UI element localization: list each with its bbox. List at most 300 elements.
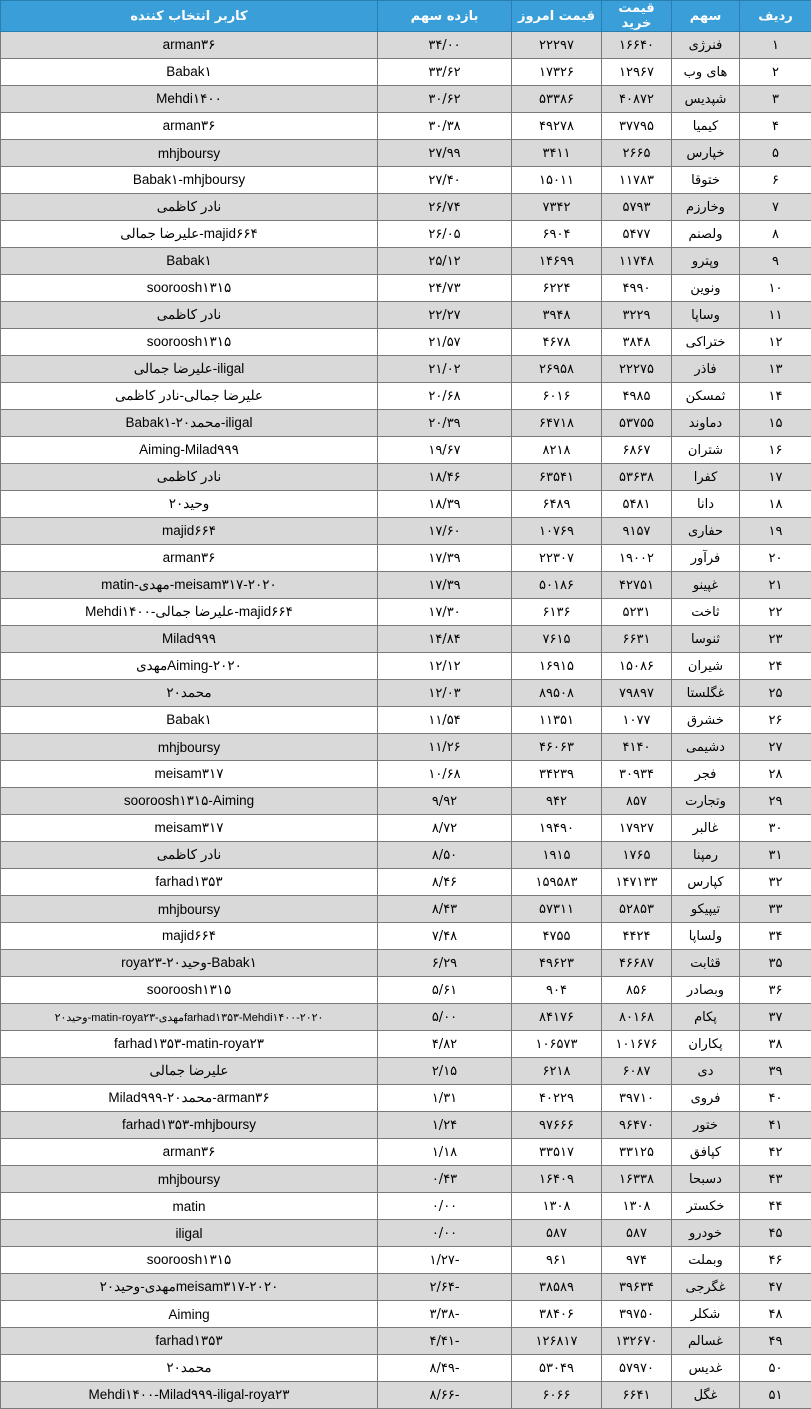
symbol-cell: های وب xyxy=(672,59,740,86)
table-row xyxy=(1,572,811,599)
return-cell: ۵/۶۱ xyxy=(378,977,512,1004)
rank-cell: ۴۸ xyxy=(740,1301,811,1328)
return-cell: ۲۵/۱۲ xyxy=(378,248,512,275)
return-cell: ۱/۱۸ xyxy=(378,1139,512,1166)
return-cell: ۲۱/۰۲ xyxy=(378,356,512,383)
symbol-cell: تیپیکو xyxy=(672,896,740,923)
table-row xyxy=(1,815,811,842)
symbol-cell: ختور xyxy=(672,1112,740,1139)
symbol-cell: غدیس xyxy=(672,1355,740,1382)
symbol-cell: ولساپا xyxy=(672,923,740,950)
buy-price-cell: ۲۶۶۵ xyxy=(602,140,672,167)
return-cell: ۳۴/۰۰ xyxy=(378,32,512,59)
today-price-cell: ۳۸۵۸۹ xyxy=(512,1274,602,1301)
today-price-cell: ۱۰۷۶۹ xyxy=(512,518,602,545)
today-price-cell: ۱۵۰۱۱ xyxy=(512,167,602,194)
buy-price-cell: ۵۷۹۳ xyxy=(602,194,672,221)
today-price-cell: ۶۴۷۱۸ xyxy=(512,410,602,437)
today-price-cell: ۴۶۰۶۳ xyxy=(512,734,602,761)
users-cell: mhjboursy xyxy=(1,1166,378,1193)
table-row xyxy=(1,1085,811,1112)
table-row xyxy=(1,1004,811,1031)
buy-price-cell: ۲۲۲۷۵ xyxy=(602,356,672,383)
today-price-cell: ۲۲۲۹۷ xyxy=(512,32,602,59)
rank-cell: ۲۲ xyxy=(740,599,811,626)
return-cell: ۱۷/۳۰ xyxy=(378,599,512,626)
return-cell: -۸/۶۶ xyxy=(378,1382,512,1409)
users-cell: mhjboursy xyxy=(1,140,378,167)
symbol-cell: فاذر xyxy=(672,356,740,383)
return-cell: ۳۰/۶۲ xyxy=(378,86,512,113)
users-cell: majid۶۶۴-علیرضا جمالی xyxy=(1,221,378,248)
buy-price-cell: ۴۴۲۴ xyxy=(602,923,672,950)
rank-cell: ۵۰ xyxy=(740,1355,811,1382)
return-cell: ۱۱/۵۴ xyxy=(378,707,512,734)
buy-price-cell: ۸۵۶ xyxy=(602,977,672,1004)
today-price-cell: ۶۳۵۴۱ xyxy=(512,464,602,491)
symbol-cell: فجر xyxy=(672,761,740,788)
return-cell: ۲۲/۲۷ xyxy=(378,302,512,329)
symbol-cell: خکستر xyxy=(672,1193,740,1220)
symbol-cell: وبصادر xyxy=(672,977,740,1004)
symbol-cell: پکام xyxy=(672,1004,740,1031)
table-row xyxy=(1,329,811,356)
return-cell: ۸/۴۳ xyxy=(378,896,512,923)
table-body xyxy=(1,32,811,1409)
rank-cell: ۹ xyxy=(740,248,811,275)
rank-cell: ۳۸ xyxy=(740,1031,811,1058)
table-row xyxy=(1,1058,811,1085)
table-row xyxy=(1,545,811,572)
rank-cell: ۳۰ xyxy=(740,815,811,842)
return-cell: -۳/۳۸ xyxy=(378,1301,512,1328)
today-price-cell: ۷۳۴۲ xyxy=(512,194,602,221)
return-cell: ۱/۳۱ xyxy=(378,1085,512,1112)
table-row xyxy=(1,518,811,545)
rank-cell: ۱۹ xyxy=(740,518,811,545)
rank-cell: ۲۶ xyxy=(740,707,811,734)
buy-price-cell: ۹۱۵۷ xyxy=(602,518,672,545)
return-cell: ۲۷/۴۰ xyxy=(378,167,512,194)
today-price-cell: ۱۳۰۸ xyxy=(512,1193,602,1220)
symbol-cell: ثنوسا xyxy=(672,626,740,653)
buy-price-cell: ۹۶۴۷۰ xyxy=(602,1112,672,1139)
rank-cell: ۴۴ xyxy=(740,1193,811,1220)
table-header xyxy=(1,1,811,32)
rank-cell: ۴۵ xyxy=(740,1220,811,1247)
table-row xyxy=(1,626,811,653)
return-cell: ۳۰/۳۸ xyxy=(378,113,512,140)
return-cell: ۱۷/۶۰ xyxy=(378,518,512,545)
header-rank: ردیف xyxy=(740,1,811,32)
symbol-cell: غسالم xyxy=(672,1328,740,1355)
table-row xyxy=(1,869,811,896)
today-price-cell: ۶۰۱۶ xyxy=(512,383,602,410)
users-cell: arman۳۶ xyxy=(1,32,378,59)
header-return: بازده سهم xyxy=(378,1,512,32)
symbol-cell: کپارس xyxy=(672,869,740,896)
buy-price-cell: ۵۳۷۵۵ xyxy=(602,410,672,437)
table-row xyxy=(1,464,811,491)
users-cell: نادر کاظمی xyxy=(1,842,378,869)
rank-cell: ۱۷ xyxy=(740,464,811,491)
rank-cell: ۳۱ xyxy=(740,842,811,869)
today-price-cell: ۱۰۶۵۷۳ xyxy=(512,1031,602,1058)
today-price-cell: ۶۲۲۴ xyxy=(512,275,602,302)
rank-cell: ۲۳ xyxy=(740,626,811,653)
today-price-cell: ۳۸۴۰۶ xyxy=(512,1301,602,1328)
symbol-cell: ختراکی xyxy=(672,329,740,356)
return-cell: ۱۲/۰۳ xyxy=(378,680,512,707)
buy-price-cell: ۱۱۷۴۸ xyxy=(602,248,672,275)
return-cell: ۴/۸۲ xyxy=(378,1031,512,1058)
symbol-cell: شیران xyxy=(672,653,740,680)
rank-cell: ۴۷ xyxy=(740,1274,811,1301)
symbol-cell: کفرا xyxy=(672,464,740,491)
symbol-cell: دماوند xyxy=(672,410,740,437)
symbol-cell: کیمیا xyxy=(672,113,740,140)
users-cell: Aiming-Milad۹۹۹ xyxy=(1,437,378,464)
rank-cell: ۵۱ xyxy=(740,1382,811,1409)
table-row xyxy=(1,788,811,815)
buy-price-cell: ۱۴۷۱۳۳ xyxy=(602,869,672,896)
today-price-cell: ۶۱۳۶ xyxy=(512,599,602,626)
rank-cell: ۲۸ xyxy=(740,761,811,788)
rank-cell: ۳۲ xyxy=(740,869,811,896)
users-cell: Mehdi۱۴۰۰-Milad۹۹۹-iligal-roya۲۳ xyxy=(1,1382,378,1409)
users-cell: sooroosh۱۳۱۵-Aiming xyxy=(1,788,378,815)
users-cell: mhjboursy xyxy=(1,734,378,761)
today-price-cell: ۶۹۰۴ xyxy=(512,221,602,248)
rank-cell: ۷ xyxy=(740,194,811,221)
users-cell: Babak۱ xyxy=(1,707,378,734)
users-cell: iligal-محمد۲۰-Babak۱ xyxy=(1,410,378,437)
users-cell: Mehdi۱۴۰۰ xyxy=(1,86,378,113)
buy-price-cell: ۸۰۱۶۸ xyxy=(602,1004,672,1031)
rank-cell: ۲۵ xyxy=(740,680,811,707)
today-price-cell: ۹۷۶۶۶ xyxy=(512,1112,602,1139)
table-row xyxy=(1,302,811,329)
table-row xyxy=(1,1355,811,1382)
buy-price-cell: ۵۸۷ xyxy=(602,1220,672,1247)
symbol-cell: فروی xyxy=(672,1085,740,1112)
today-price-cell: ۱۱۳۵۱ xyxy=(512,707,602,734)
users-cell: farhad۱۳۵۳-mhjboursy xyxy=(1,1112,378,1139)
symbol-cell: کپافق xyxy=(672,1139,740,1166)
today-price-cell: ۲۶۹۵۸ xyxy=(512,356,602,383)
symbol-cell: وخارزم xyxy=(672,194,740,221)
buy-price-cell: ۵۲۳۱ xyxy=(602,599,672,626)
table-row xyxy=(1,1220,811,1247)
rank-cell: ۱۱ xyxy=(740,302,811,329)
users-cell: farhad۱۳۵۳-Mehdi۱۴۰۰-۲۰۲۰مهدی-matin-roya۲۳-وحید۲۰ xyxy=(1,1004,378,1031)
users-cell: علیرضا جمالی xyxy=(1,1058,378,1085)
today-price-cell: ۴۷۵۵ xyxy=(512,923,602,950)
table-row xyxy=(1,1031,811,1058)
table-row xyxy=(1,1247,811,1274)
rank-cell: ۱۸ xyxy=(740,491,811,518)
rank-cell: ۶ xyxy=(740,167,811,194)
return-cell: ۱۷/۳۹ xyxy=(378,545,512,572)
symbol-cell: حفاری xyxy=(672,518,740,545)
buy-price-cell: ۱۱۷۸۳ xyxy=(602,167,672,194)
users-cell: علیرضا جمالی-نادر کاظمی xyxy=(1,383,378,410)
today-price-cell: ۴۹۲۷۸ xyxy=(512,113,602,140)
users-cell: majid۶۶۴ xyxy=(1,518,378,545)
rank-cell: ۴۱ xyxy=(740,1112,811,1139)
users-cell: Babak۱ xyxy=(1,248,378,275)
return-cell: ۰/۴۳ xyxy=(378,1166,512,1193)
buy-price-cell: ۵۳۶۳۸ xyxy=(602,464,672,491)
rank-cell: ۴۰ xyxy=(740,1085,811,1112)
table-row xyxy=(1,356,811,383)
header-symbol: سهم xyxy=(672,1,740,32)
today-price-cell: ۷۶۱۵ xyxy=(512,626,602,653)
users-cell: arman۳۶ xyxy=(1,545,378,572)
table-row xyxy=(1,32,811,59)
symbol-cell: غگرجی xyxy=(672,1274,740,1301)
rank-cell: ۱۶ xyxy=(740,437,811,464)
rank-cell: ۴۹ xyxy=(740,1328,811,1355)
users-cell: Milad۹۹۹ xyxy=(1,626,378,653)
return-cell: ۲۰/۳۹ xyxy=(378,410,512,437)
buy-price-cell: ۱۰۱۶۷۶ xyxy=(602,1031,672,1058)
return-cell: ۲۴/۷۳ xyxy=(378,275,512,302)
table-row xyxy=(1,599,811,626)
today-price-cell: ۱۵۹۵۸۳ xyxy=(512,869,602,896)
table-row xyxy=(1,86,811,113)
buy-price-cell: ۹۷۴ xyxy=(602,1247,672,1274)
table-row xyxy=(1,437,811,464)
table-row xyxy=(1,410,811,437)
rank-cell: ۱ xyxy=(740,32,811,59)
users-cell: Babak۱-وحید۲۰-roya۲۳ xyxy=(1,950,378,977)
symbol-cell: وبملت xyxy=(672,1247,740,1274)
buy-price-cell: ۴۱۴۰ xyxy=(602,734,672,761)
symbol-cell: دی xyxy=(672,1058,740,1085)
buy-price-cell: ۵۴۷۷ xyxy=(602,221,672,248)
table-row xyxy=(1,896,811,923)
return-cell: ۵/۰۰ xyxy=(378,1004,512,1031)
users-cell: farhad۱۳۵۳ xyxy=(1,1328,378,1355)
today-price-cell: ۸۲۱۸ xyxy=(512,437,602,464)
buy-price-cell: ۴۰۸۷۲ xyxy=(602,86,672,113)
symbol-cell: فنرژی xyxy=(672,32,740,59)
rank-cell: ۳۷ xyxy=(740,1004,811,1031)
buy-price-cell: ۱۵۰۸۶ xyxy=(602,653,672,680)
return-cell: ۸/۷۲ xyxy=(378,815,512,842)
today-price-cell: ۵۳۳۸۶ xyxy=(512,86,602,113)
return-cell: -۸/۴۹ xyxy=(378,1355,512,1382)
buy-price-cell: ۶۶۳۱ xyxy=(602,626,672,653)
symbol-cell: قثابت xyxy=(672,950,740,977)
users-cell: iligal-علیرضا جمالی xyxy=(1,356,378,383)
buy-price-cell: ۴۹۹۰ xyxy=(602,275,672,302)
table-row xyxy=(1,275,811,302)
users-cell: محمد۲۰ xyxy=(1,680,378,707)
buy-price-cell: ۳۹۷۱۰ xyxy=(602,1085,672,1112)
buy-price-cell: ۵۲۸۵۳ xyxy=(602,896,672,923)
return-cell: -۱/۲۷ xyxy=(378,1247,512,1274)
today-price-cell: ۳۴۱۱ xyxy=(512,140,602,167)
table-row xyxy=(1,1382,811,1409)
today-price-cell: ۴۰۲۲۹ xyxy=(512,1085,602,1112)
buy-price-cell: ۳۹۷۵۰ xyxy=(602,1301,672,1328)
buy-price-cell: ۶۸۶۷ xyxy=(602,437,672,464)
table-row xyxy=(1,1274,811,1301)
buy-price-cell: ۴۲۷۵۱ xyxy=(602,572,672,599)
symbol-cell: خپارس xyxy=(672,140,740,167)
buy-price-cell: ۳۷۷۹۵ xyxy=(602,113,672,140)
symbol-cell: غگلستا xyxy=(672,680,740,707)
rank-cell: ۴۶ xyxy=(740,1247,811,1274)
rank-cell: ۱۵ xyxy=(740,410,811,437)
today-price-cell: ۳۳۵۱۷ xyxy=(512,1139,602,1166)
symbol-cell: شپدیس xyxy=(672,86,740,113)
table-row xyxy=(1,653,811,680)
users-cell: farhad۱۳۵۳ xyxy=(1,869,378,896)
users-cell: نادر کاظمی xyxy=(1,194,378,221)
header-buy-price: قیمت خرید xyxy=(602,1,672,32)
symbol-cell: ثاخت xyxy=(672,599,740,626)
users-cell: وحید۲۰ xyxy=(1,491,378,518)
rank-cell: ۳۵ xyxy=(740,950,811,977)
symbol-cell: خشرق xyxy=(672,707,740,734)
users-cell: meisam۳۱۷-۲۰۲۰مهدی-وحید۲۰ xyxy=(1,1274,378,1301)
symbol-cell: وپترو xyxy=(672,248,740,275)
table-row xyxy=(1,761,811,788)
table-row xyxy=(1,221,811,248)
table-row xyxy=(1,167,811,194)
return-cell: ۶/۲۹ xyxy=(378,950,512,977)
symbol-cell: ولصنم xyxy=(672,221,740,248)
buy-price-cell: ۴۶۶۸۷ xyxy=(602,950,672,977)
return-cell: -۴/۴۱ xyxy=(378,1328,512,1355)
users-cell: majid۶۶۴ xyxy=(1,923,378,950)
buy-price-cell: ۳۳۱۲۵ xyxy=(602,1139,672,1166)
table-row xyxy=(1,707,811,734)
rank-cell: ۲۷ xyxy=(740,734,811,761)
rank-cell: ۲۴ xyxy=(740,653,811,680)
today-price-cell: ۳۹۴۸ xyxy=(512,302,602,329)
table-row xyxy=(1,1139,811,1166)
return-cell: ۰/۰۰ xyxy=(378,1193,512,1220)
today-price-cell: ۹۰۴ xyxy=(512,977,602,1004)
symbol-cell: شتران xyxy=(672,437,740,464)
return-cell: ۱۱/۲۶ xyxy=(378,734,512,761)
today-price-cell: ۹۶۱ xyxy=(512,1247,602,1274)
today-price-cell: ۵۰۱۸۶ xyxy=(512,572,602,599)
users-cell: meisam۳۱۷-۲۰۲۰-مهدی-matin xyxy=(1,572,378,599)
symbol-cell: ختوقا xyxy=(672,167,740,194)
table-row xyxy=(1,734,811,761)
symbol-cell: غپینو xyxy=(672,572,740,599)
symbol-cell: رمپنا xyxy=(672,842,740,869)
buy-price-cell: ۶۶۴۱ xyxy=(602,1382,672,1409)
users-cell: iligal xyxy=(1,1220,378,1247)
symbol-cell: ثمسکن xyxy=(672,383,740,410)
table-row xyxy=(1,1193,811,1220)
users-cell: Aiming-۲۰۲۰مهدی xyxy=(1,653,378,680)
buy-price-cell: ۸۵۷ xyxy=(602,788,672,815)
header-users: کاربر انتخاب کننده xyxy=(1,1,378,32)
return-cell: ۸/۵۰ xyxy=(378,842,512,869)
return-cell: ۱۷/۳۹ xyxy=(378,572,512,599)
return-cell: ۱۴/۸۴ xyxy=(378,626,512,653)
table-row xyxy=(1,1301,811,1328)
rank-cell: ۲۰ xyxy=(740,545,811,572)
buy-price-cell: ۱۷۶۵ xyxy=(602,842,672,869)
rank-cell: ۳۳ xyxy=(740,896,811,923)
symbol-cell: وساپا xyxy=(672,302,740,329)
table-row xyxy=(1,1166,811,1193)
buy-price-cell: ۱۰۷۷ xyxy=(602,707,672,734)
rank-cell: ۴ xyxy=(740,113,811,140)
return-cell: -۲/۶۴ xyxy=(378,1274,512,1301)
rank-cell: ۱۳ xyxy=(740,356,811,383)
users-cell: Babak۱-mhjboursy xyxy=(1,167,378,194)
rank-cell: ۸ xyxy=(740,221,811,248)
today-price-cell: ۵۳۰۴۹ xyxy=(512,1355,602,1382)
buy-price-cell: ۶۰۸۷ xyxy=(602,1058,672,1085)
users-cell: sooroosh۱۳۱۵ xyxy=(1,977,378,1004)
today-price-cell: ۹۴۲ xyxy=(512,788,602,815)
rank-cell: ۱۰ xyxy=(740,275,811,302)
rank-cell: ۱۲ xyxy=(740,329,811,356)
today-price-cell: ۲۲۳۰۷ xyxy=(512,545,602,572)
users-cell: sooroosh۱۳۱۵ xyxy=(1,275,378,302)
return-cell: ۳۳/۶۲ xyxy=(378,59,512,86)
rank-cell: ۲ xyxy=(740,59,811,86)
table-row xyxy=(1,113,811,140)
users-cell: mhjboursy xyxy=(1,896,378,923)
table-row xyxy=(1,248,811,275)
buy-price-cell: ۳۲۲۹ xyxy=(602,302,672,329)
return-cell: ۱۲/۱۲ xyxy=(378,653,512,680)
rank-cell: ۳۶ xyxy=(740,977,811,1004)
rank-cell: ۵ xyxy=(740,140,811,167)
today-price-cell: ۱۷۳۲۶ xyxy=(512,59,602,86)
buy-price-cell: ۳۹۶۳۴ xyxy=(602,1274,672,1301)
return-cell: ۱۰/۶۸ xyxy=(378,761,512,788)
symbol-cell: پکاران xyxy=(672,1031,740,1058)
table-row xyxy=(1,491,811,518)
buy-price-cell: ۱۲۹۶۷ xyxy=(602,59,672,86)
return-cell: ۰/۰۰ xyxy=(378,1220,512,1247)
today-price-cell: ۵۷۳۱۱ xyxy=(512,896,602,923)
users-cell: matin xyxy=(1,1193,378,1220)
table-row xyxy=(1,1112,811,1139)
table-row xyxy=(1,950,811,977)
buy-price-cell: ۱۷۹۲۷ xyxy=(602,815,672,842)
return-cell: ۹/۹۲ xyxy=(378,788,512,815)
users-cell: arman۳۶ xyxy=(1,113,378,140)
today-price-cell: ۵۸۷ xyxy=(512,1220,602,1247)
today-price-cell: ۱۹۴۹۰ xyxy=(512,815,602,842)
table-row xyxy=(1,140,811,167)
rank-cell: ۴۳ xyxy=(740,1166,811,1193)
buy-price-cell: ۳۸۴۸ xyxy=(602,329,672,356)
symbol-cell: دشیمی xyxy=(672,734,740,761)
buy-price-cell: ۱۶۳۳۸ xyxy=(602,1166,672,1193)
return-cell: ۲۶/۰۵ xyxy=(378,221,512,248)
return-cell: ۲۷/۹۹ xyxy=(378,140,512,167)
buy-price-cell: ۷۹۸۹۷ xyxy=(602,680,672,707)
buy-price-cell: ۴۹۸۵ xyxy=(602,383,672,410)
return-cell: ۷/۴۸ xyxy=(378,923,512,950)
table-row xyxy=(1,59,811,86)
return-cell: ۱۹/۶۷ xyxy=(378,437,512,464)
